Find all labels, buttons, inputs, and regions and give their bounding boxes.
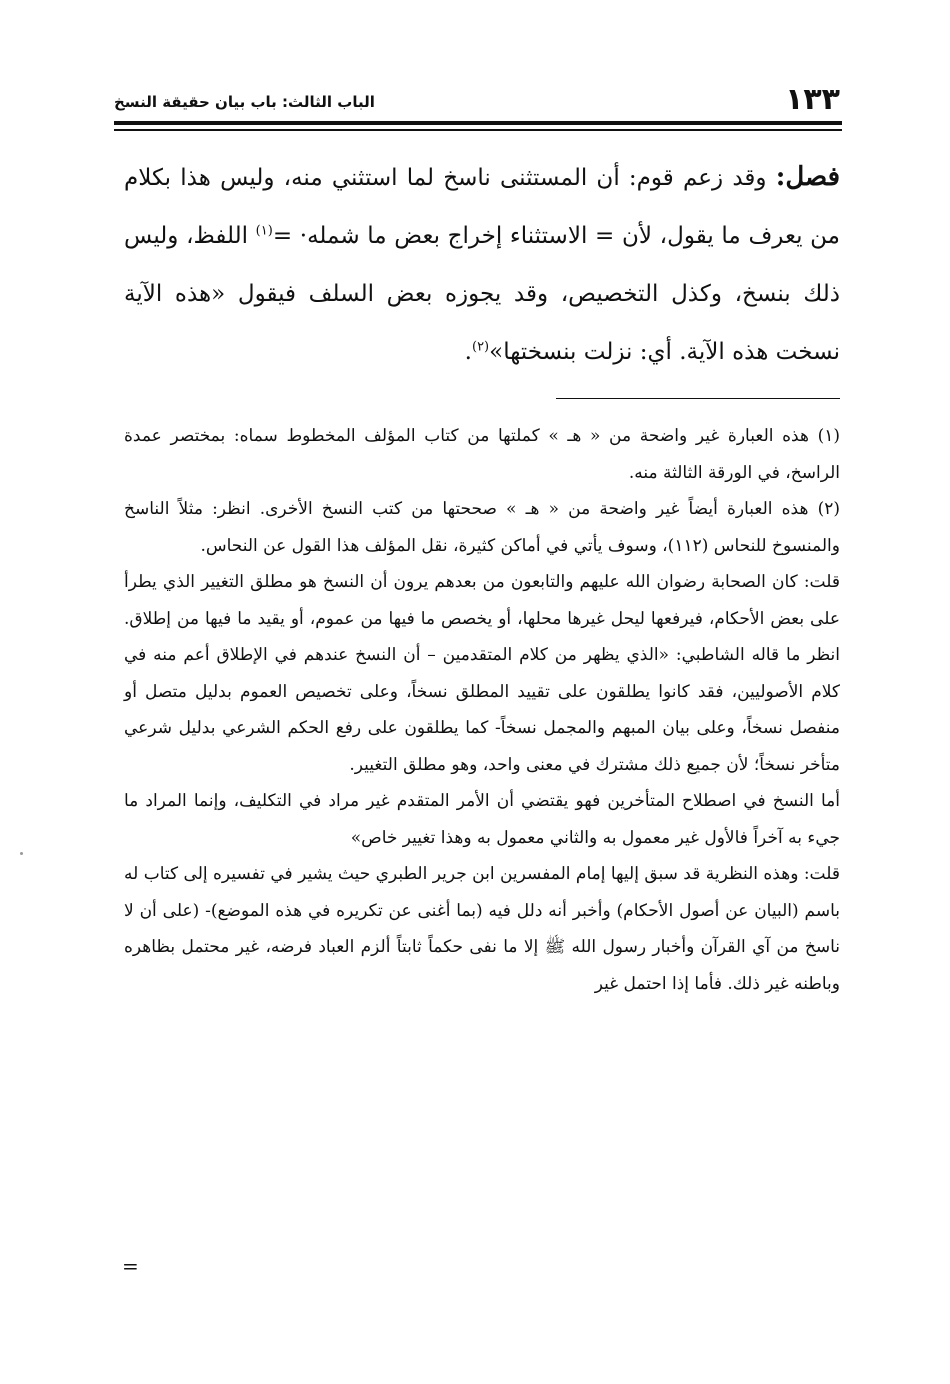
footnotes <box>124 418 840 1002</box>
scan-speck <box>20 852 23 855</box>
note-paragraph-tabari: قلت: وهذه النظرية قد سبق إليها إمام المفسرين ابن جرير الطبري حيث يشير في تفسيره إلى كتاب له باسم (البيان عن أصول الأحكام) وأخبر أنه دلل فيه (بما أغنى عن تكريره في هذه الموضع)- (على أن لا ناسخ من آي القرآن وأخبار رسول الله ﷺ إلا ما نفى حكماً ثابتاً ألزم العباد فرضه، غير محتمل بظاهره وباطنه غير ذلك. فأما إذا احتمل غير <box>124 864 840 994</box>
header-rule-thin <box>114 129 842 131</box>
footnote-2: (٢) هذه العبارة أيضاً غير واضحة من « هـ » صححتها من كتب النسخ الأخرى. انظر: مثلاً الناسخ والمنسوخ للنحاس (١١٢)، وسوف يأتي في أماكن كثيرة، نقل المؤلف هذا القول عن النحاس. <box>124 499 840 556</box>
main-text-end: . <box>464 339 472 365</box>
page-number: ١٣٣ <box>785 82 840 117</box>
main-text-part1: وقد زعم قوم: أن المستثنى ناسخ لما استثني منه، وليس هذا بكلام من يعرف ما يقول، لأن = الاستثناء إخراج بعض ما شمله· = <box>124 165 840 249</box>
main-text-part2: اللفظ، وليس ذلك بنسخ، وكذل التخصيص، وقد يجوزه بعض السلف فيقول «هذه الآية نسخت هذه الآية. أي: نزلت بنسختها» <box>124 223 840 365</box>
note-paragraph-late-usage: أما النسخ في اصطلاح المتأخرين فهو يقتضي أن الأمر المتقدم غير مراد في التكليف، وإنما المراد ما جيء به آخراً فالأول غير معمول به والثاني معمول به وهذا تغيير خاص» <box>124 791 840 848</box>
footnote-ref-2: (٢) <box>471 339 490 355</box>
note-paragraph-shatibi: قلت: كان الصحابة رضوان الله عليهم والتابعون من بعدهم يرون أن النسخ هو مطلق التغيير الذي يطرأ على بعض الأحكام، فيرفعها ليحل غيرها محلها، أو يخصص ما فيها من عموم، أو يقيد ما فيها من إطلاق. انظر ما قاله الشاطبي: «الذي يظهر من كلام المتقدمين – أن النسخ عندهم في الإطلاق أعم منه في كلام الأصوليين، فقد كانوا يطلقون على تقييد المطلق نسخاً، وعلى تخصيص العموم بدليل متصل أو منفصل نسخاً، وعلى بيان المبهم والمجمل نسخاً- كما يطلقون على رفع الحكم الشرعي بدليل شرعي متأخر نسخاً؛ لأن جميع ذلك مشترك في معنى واحد، وهو مطلق التغيير. <box>124 572 841 775</box>
footnote-ref-1: (١) <box>255 223 273 239</box>
header-rule-thick <box>114 121 842 125</box>
section-lead-word: فصل: <box>775 162 840 192</box>
main-paragraph <box>124 148 840 381</box>
page-header <box>114 74 840 118</box>
main-text <box>124 148 840 381</box>
running-title: الباب الثالث: باب بيان حقيقة النسخ <box>114 93 375 111</box>
continuation-mark: = <box>122 1254 139 1278</box>
footnote-separator <box>556 398 840 399</box>
footnote-1: (١) هذه العبارة غير واضحة من « هـ » كملتها من كتاب المؤلف المخطوط سماه: بمختصر عمدة الراسخ، في الورقة الثالثة منه. <box>124 426 840 483</box>
